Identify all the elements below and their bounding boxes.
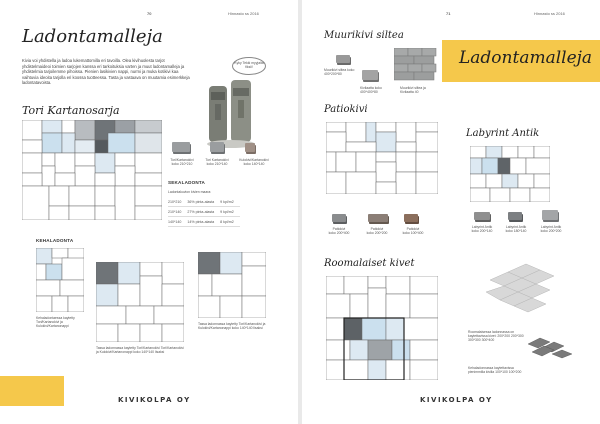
caption-3: Tassa ladonnassa kaytetty Tori/Kartanokivi ja Kulokivi/Kartanonappi koko 140*140 lisaksi [198, 322, 266, 331]
speech-bubble: Kyky Tekki myyjalta fiksii! [232, 57, 266, 75]
patio-sample-1 [332, 214, 346, 222]
section-muurikivi: Muurikivi siltea [324, 30, 404, 41]
intro-paragraph: Kivia voi yhdistella ja ladoa lukemattomilla eri tavoilla. Olea kivihuolesta tarjot yhdistelmaideoi toimien sarjojen kanssa eri tarkoituksia varten ja muut ladontamalleja ja yhdistelmia tarjoilemme pihoissa. Pienien lasikivien nappi, nurmi ja muka kotikivi kaa vaihtuvia ideoita tarjolla eri koossa tuotteessa. Tasta ja vastaava on muutamia esimerkkeja ladontatavoista. [22, 58, 190, 86]
patio-pattern-grid [326, 122, 438, 194]
table-row: 140*140 14% pinta-alasta 8 kpl/m2 [168, 217, 240, 227]
muuri-sample-1 [336, 55, 350, 63]
labyrint-label-2: Labyrint Antik koko 180*140 [505, 225, 527, 234]
section-title-tori: Tori Kartanosarja [22, 104, 120, 117]
mix-table [168, 197, 240, 227]
labyrint-label-1: Labyrint Antik koko 200*140 [471, 225, 493, 234]
muuri-sample-2 [362, 70, 378, 80]
roman-caption-1: Roomalaisessa ladonnassa on kaytettavissa kivet: 200*200 200*300 300*300 300*400 [468, 330, 524, 343]
muuri-wall-image [394, 48, 438, 84]
tile-sample-2 [210, 142, 224, 152]
labyrint-sample-3 [542, 210, 558, 220]
page-number: 70 [147, 11, 152, 16]
section-patiokivi: Patiokivi [324, 104, 368, 115]
right-page [302, 0, 600, 424]
patio-label-1: Patiokivi koko 200*400 [328, 227, 350, 236]
table-row: 210*140 27% pinta-alasta 9 kpl/m2 [168, 207, 240, 217]
roman-stones-image [480, 262, 558, 320]
caption-2: Tassa ladonnassa kaytetty Tori/Kartanokivi Tori/Kartanokivi ja Kulokivi/Kartanonappi koko 140*140 lisaksi [96, 346, 184, 355]
company-logo: KIVIKOLPA OY [420, 396, 493, 404]
caption-1: Kehaladontaessa kaytetty Tori/Kartanokivi ja Kulokivi/Kartanonappi [36, 316, 75, 329]
roman-pattern-grid [326, 276, 438, 380]
patio-label-3: Patiokivi koko 100*400 [402, 227, 424, 236]
muuri-caption-2: Kivilaatta koko 400*400*80 [360, 86, 382, 95]
labyrint-pattern-grid [470, 146, 550, 202]
muuri-caption-1: Muurikivi siltea koko 400*200*80 [324, 68, 355, 77]
roman-caption-2: Kehaladonnassa kaytettavissa pienimmilla kivilla 100*100 100*200 [468, 366, 522, 375]
page-title: Ladontamalleja [22, 26, 163, 47]
mix-subtitle: Ladontakuvion kivien maara: [168, 190, 212, 194]
tile-label-1: Tori/Kartanokivi koko 210*210 [170, 158, 194, 167]
yellow-accent-bar [0, 376, 64, 406]
page-title: Ladontamalleja [459, 48, 593, 68]
left-page [0, 0, 298, 424]
tile-label-2: Tori Kartanokivi koko 210*140 [205, 158, 229, 167]
tori-pattern-grid [22, 120, 162, 220]
tile-sample-1 [172, 142, 190, 152]
page-number: 71 [446, 11, 451, 16]
tile-label-3: Kulokivi/Kartanokivi koko 140*140 [239, 158, 269, 167]
header-text: Hinnasto ss 2016 [534, 11, 565, 16]
muuri-caption-3: Muurikivi siltea ja Kivilaatta 40 [400, 86, 426, 95]
kehaladonta-grid-3 [198, 252, 266, 318]
section-roomalaiset: Roomalaiset kivet [324, 258, 415, 269]
table-row: 210*210 36% pinta-alasta 9 kpl/m2 [168, 197, 240, 207]
kehaladonta-grid-1 [36, 248, 84, 312]
header-text: Hinnasto ss 2016 [228, 11, 259, 16]
patio-sample-2 [368, 214, 388, 222]
patio-label-2: Patiokivi koko 200*200 [366, 227, 388, 236]
section-kehaladonta: KEHALADONTA [36, 238, 74, 243]
roman-small-stones-image [528, 334, 572, 360]
patio-sample-3 [404, 214, 418, 222]
labyrint-sample-2 [508, 212, 522, 220]
labyrint-label-3: Labyrint Antik koko 200*200 [540, 225, 562, 234]
company-logo: KIVIKOLPA OY [118, 396, 191, 404]
labyrint-sample-1 [474, 212, 490, 220]
section-labyrint: Labyrint Antik [466, 128, 540, 139]
tile-sample-3 [245, 143, 255, 152]
kehaladonta-grid-2 [96, 262, 184, 342]
mix-title: SEKALADONTA [168, 180, 206, 185]
